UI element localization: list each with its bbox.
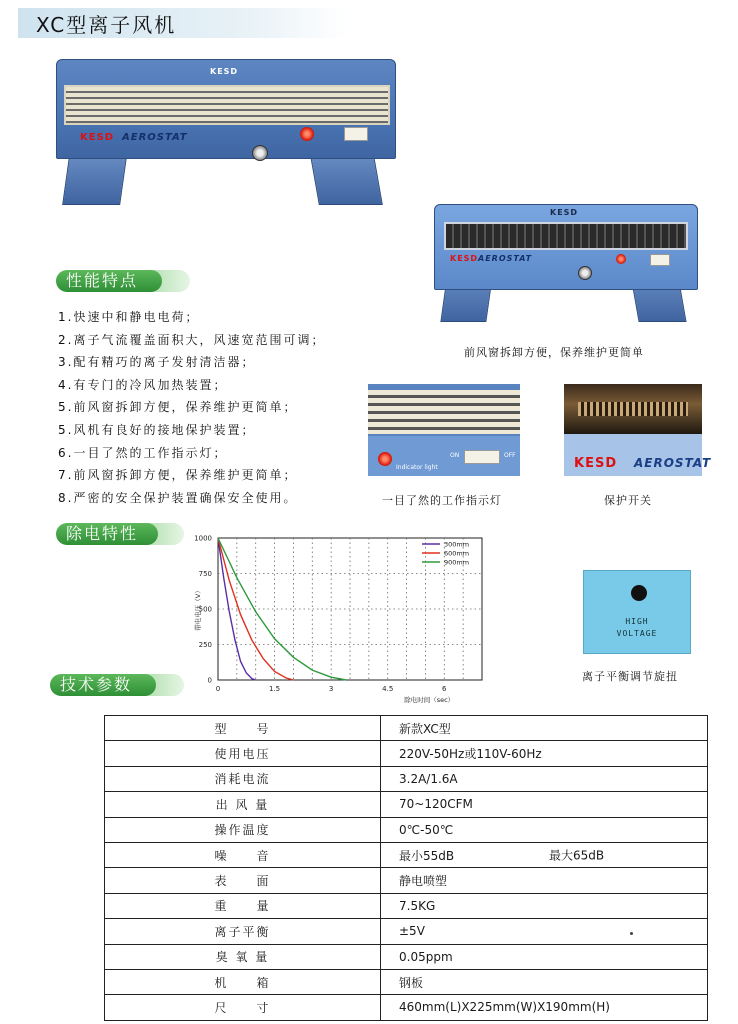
feature-list xyxy=(58,308,325,511)
table-row xyxy=(105,817,708,842)
brand-logo: KESD xyxy=(450,254,479,263)
knob-hole-icon xyxy=(631,585,647,601)
x-tick-label: 4.5 xyxy=(382,685,394,693)
switch-on-label: ON xyxy=(450,452,460,459)
table-row xyxy=(105,969,708,994)
spec-label: 臭 氧 量 xyxy=(105,944,381,969)
spec-label: 消耗电流 xyxy=(105,766,381,791)
list-item: 1.快速中和静电电荷； xyxy=(58,310,200,324)
section-specs-heading: 技术参数 xyxy=(50,674,156,696)
spec-value-cell xyxy=(381,741,708,766)
y-axis-label: 带电电压（V） xyxy=(194,587,202,631)
table-row xyxy=(105,944,708,969)
list-item: 5.风机有良好的接地保护装置； xyxy=(58,422,256,437)
table-row xyxy=(105,716,708,741)
spec-label: 离子平衡 xyxy=(105,919,381,944)
list-item: 8.严密的安全保护装置确保安全使用。 xyxy=(58,490,298,505)
y-tick-label: 750 xyxy=(198,570,212,578)
caption-front-panel: 前风窗拆卸方便，保养维护更简单 xyxy=(464,346,644,359)
list-item: 3.配有精巧的离子发射清洁器； xyxy=(58,355,256,370)
spec-value: 新款XC型 xyxy=(399,721,451,736)
x-tick-label: 0 xyxy=(215,685,221,693)
caption-indicator: 一目了然的工作指示灯 xyxy=(382,494,502,507)
air-grille xyxy=(64,85,390,125)
list-item: 7.前风窗拆卸方便，保养维护更简单； xyxy=(58,468,298,483)
power-switch[interactable] xyxy=(464,450,500,464)
table-row xyxy=(105,842,708,867)
section-discharge-heading: 除电特性 xyxy=(56,523,158,545)
spec-value: 静电喷塑 xyxy=(399,874,448,889)
power-switch[interactable] xyxy=(344,127,368,141)
brand-logo: KESD xyxy=(80,132,115,143)
spec-value-cell xyxy=(381,995,708,1020)
model-badge: AEROSTAT xyxy=(122,132,188,143)
spec-value: 220V-50Hz或110V-60Hz xyxy=(399,747,542,762)
knob-label-line2: VOLTAGE xyxy=(616,629,658,638)
spec-label: 尺 寸 xyxy=(105,995,381,1020)
x-tick-label: 3 xyxy=(328,685,334,693)
spec-value: 0℃-50℃ xyxy=(399,822,454,837)
spec-table xyxy=(104,715,708,1021)
spec-value: 7.5KG xyxy=(399,898,436,913)
power-switch[interactable] xyxy=(650,254,670,266)
spec-label: 操作温度 xyxy=(105,817,381,842)
indicator-light-photo xyxy=(368,384,520,476)
table-row xyxy=(105,792,708,817)
spec-value-cell xyxy=(381,893,708,918)
caption-protect-switch: 保护开关 xyxy=(604,494,652,507)
spec-value: 70~120CFM xyxy=(399,797,473,812)
model-badge: AEROSTAT xyxy=(478,254,533,263)
protection-switch-photo xyxy=(564,384,712,476)
decor-dot xyxy=(630,932,633,935)
y-tick-label: 1000 xyxy=(194,534,212,543)
y-tick-label: 250 xyxy=(198,641,212,649)
table-row xyxy=(105,766,708,791)
spec-label: 型 号 xyxy=(105,716,381,741)
model-badge: AEROSTAT xyxy=(634,456,712,470)
spec-value-cell xyxy=(381,766,708,791)
brand-logo-top: KESD xyxy=(210,67,239,76)
legend-label: 300mm xyxy=(444,540,470,549)
spec-value-cell xyxy=(381,817,708,842)
spec-value: 460mm(L)X225mm(W)X190mm(H) xyxy=(399,1000,610,1015)
list-item: 5.前风窗拆卸方便，保养维护更简单； xyxy=(58,400,298,415)
spec-value: 3.2A/1.6A xyxy=(399,771,458,786)
table-row xyxy=(105,919,708,944)
air-grille xyxy=(444,222,688,250)
spec-value-cell xyxy=(381,868,708,893)
spec-value-cell xyxy=(381,716,708,741)
spec-value-cell xyxy=(381,919,708,944)
x-axis-label: 除电时间（sec） xyxy=(404,696,455,704)
balance-knob-photo xyxy=(583,570,691,654)
spec-label: 表 面 xyxy=(105,868,381,893)
balance-knob[interactable] xyxy=(252,145,268,161)
list-item: 6.一目了然的工作指示灯； xyxy=(58,445,228,460)
balance-knob[interactable] xyxy=(578,266,592,280)
brand-logo-top: KESD xyxy=(550,208,579,217)
list-item: 4.有专门的冷风加热装置； xyxy=(58,377,228,392)
spec-value-cell xyxy=(381,842,708,867)
table-row xyxy=(105,995,708,1020)
indicator-light-icon xyxy=(616,254,626,264)
spec-label: 使用电压 xyxy=(105,741,381,766)
product-main-image xyxy=(52,55,402,215)
spec-value-cell xyxy=(381,792,708,817)
discharge-chart xyxy=(190,530,490,710)
spec-label: 出 风 量 xyxy=(105,792,381,817)
indicator-label: Indicator light xyxy=(396,464,438,471)
page-title: XC型离子风机 xyxy=(36,13,177,37)
spec-value-cell xyxy=(381,969,708,994)
spec-label: 机 箱 xyxy=(105,969,381,994)
spec-value: ±5V xyxy=(399,924,425,939)
legend-label: 600mm xyxy=(444,549,470,558)
spec-value-cell xyxy=(381,944,708,969)
spec-value-max: 最大65dB xyxy=(549,848,605,863)
table-row xyxy=(105,893,708,918)
y-tick-label: 500 xyxy=(198,605,212,614)
spec-label: 重 量 xyxy=(105,893,381,918)
switch-off-label: OFF xyxy=(504,452,516,459)
caption-balance-knob: 离子平衡调节旋扭 xyxy=(582,670,678,683)
product-front-panel-image xyxy=(432,200,702,330)
legend-label: 900mm xyxy=(444,558,470,567)
spec-value: 最小55dB xyxy=(399,848,455,863)
brand-logo: KESD xyxy=(574,456,618,471)
x-tick-label: 1.5 xyxy=(269,685,281,693)
table-row xyxy=(105,741,708,766)
section-features-heading: 性能特点 xyxy=(56,270,162,292)
list-item: 2.离子气流覆盖面积大，风速宽范围可调； xyxy=(58,332,326,347)
spec-value: 0.05ppm xyxy=(399,949,453,964)
spec-label: 噪 音 xyxy=(105,842,381,867)
indicator-light-icon xyxy=(378,452,392,466)
knob-label-line1: HIGH xyxy=(625,617,649,626)
table-row xyxy=(105,868,708,893)
spec-value: 钢板 xyxy=(399,975,424,990)
indicator-light-icon xyxy=(300,127,314,141)
x-tick-label: 6 xyxy=(442,685,447,693)
y-tick-label: 0 xyxy=(207,676,212,685)
